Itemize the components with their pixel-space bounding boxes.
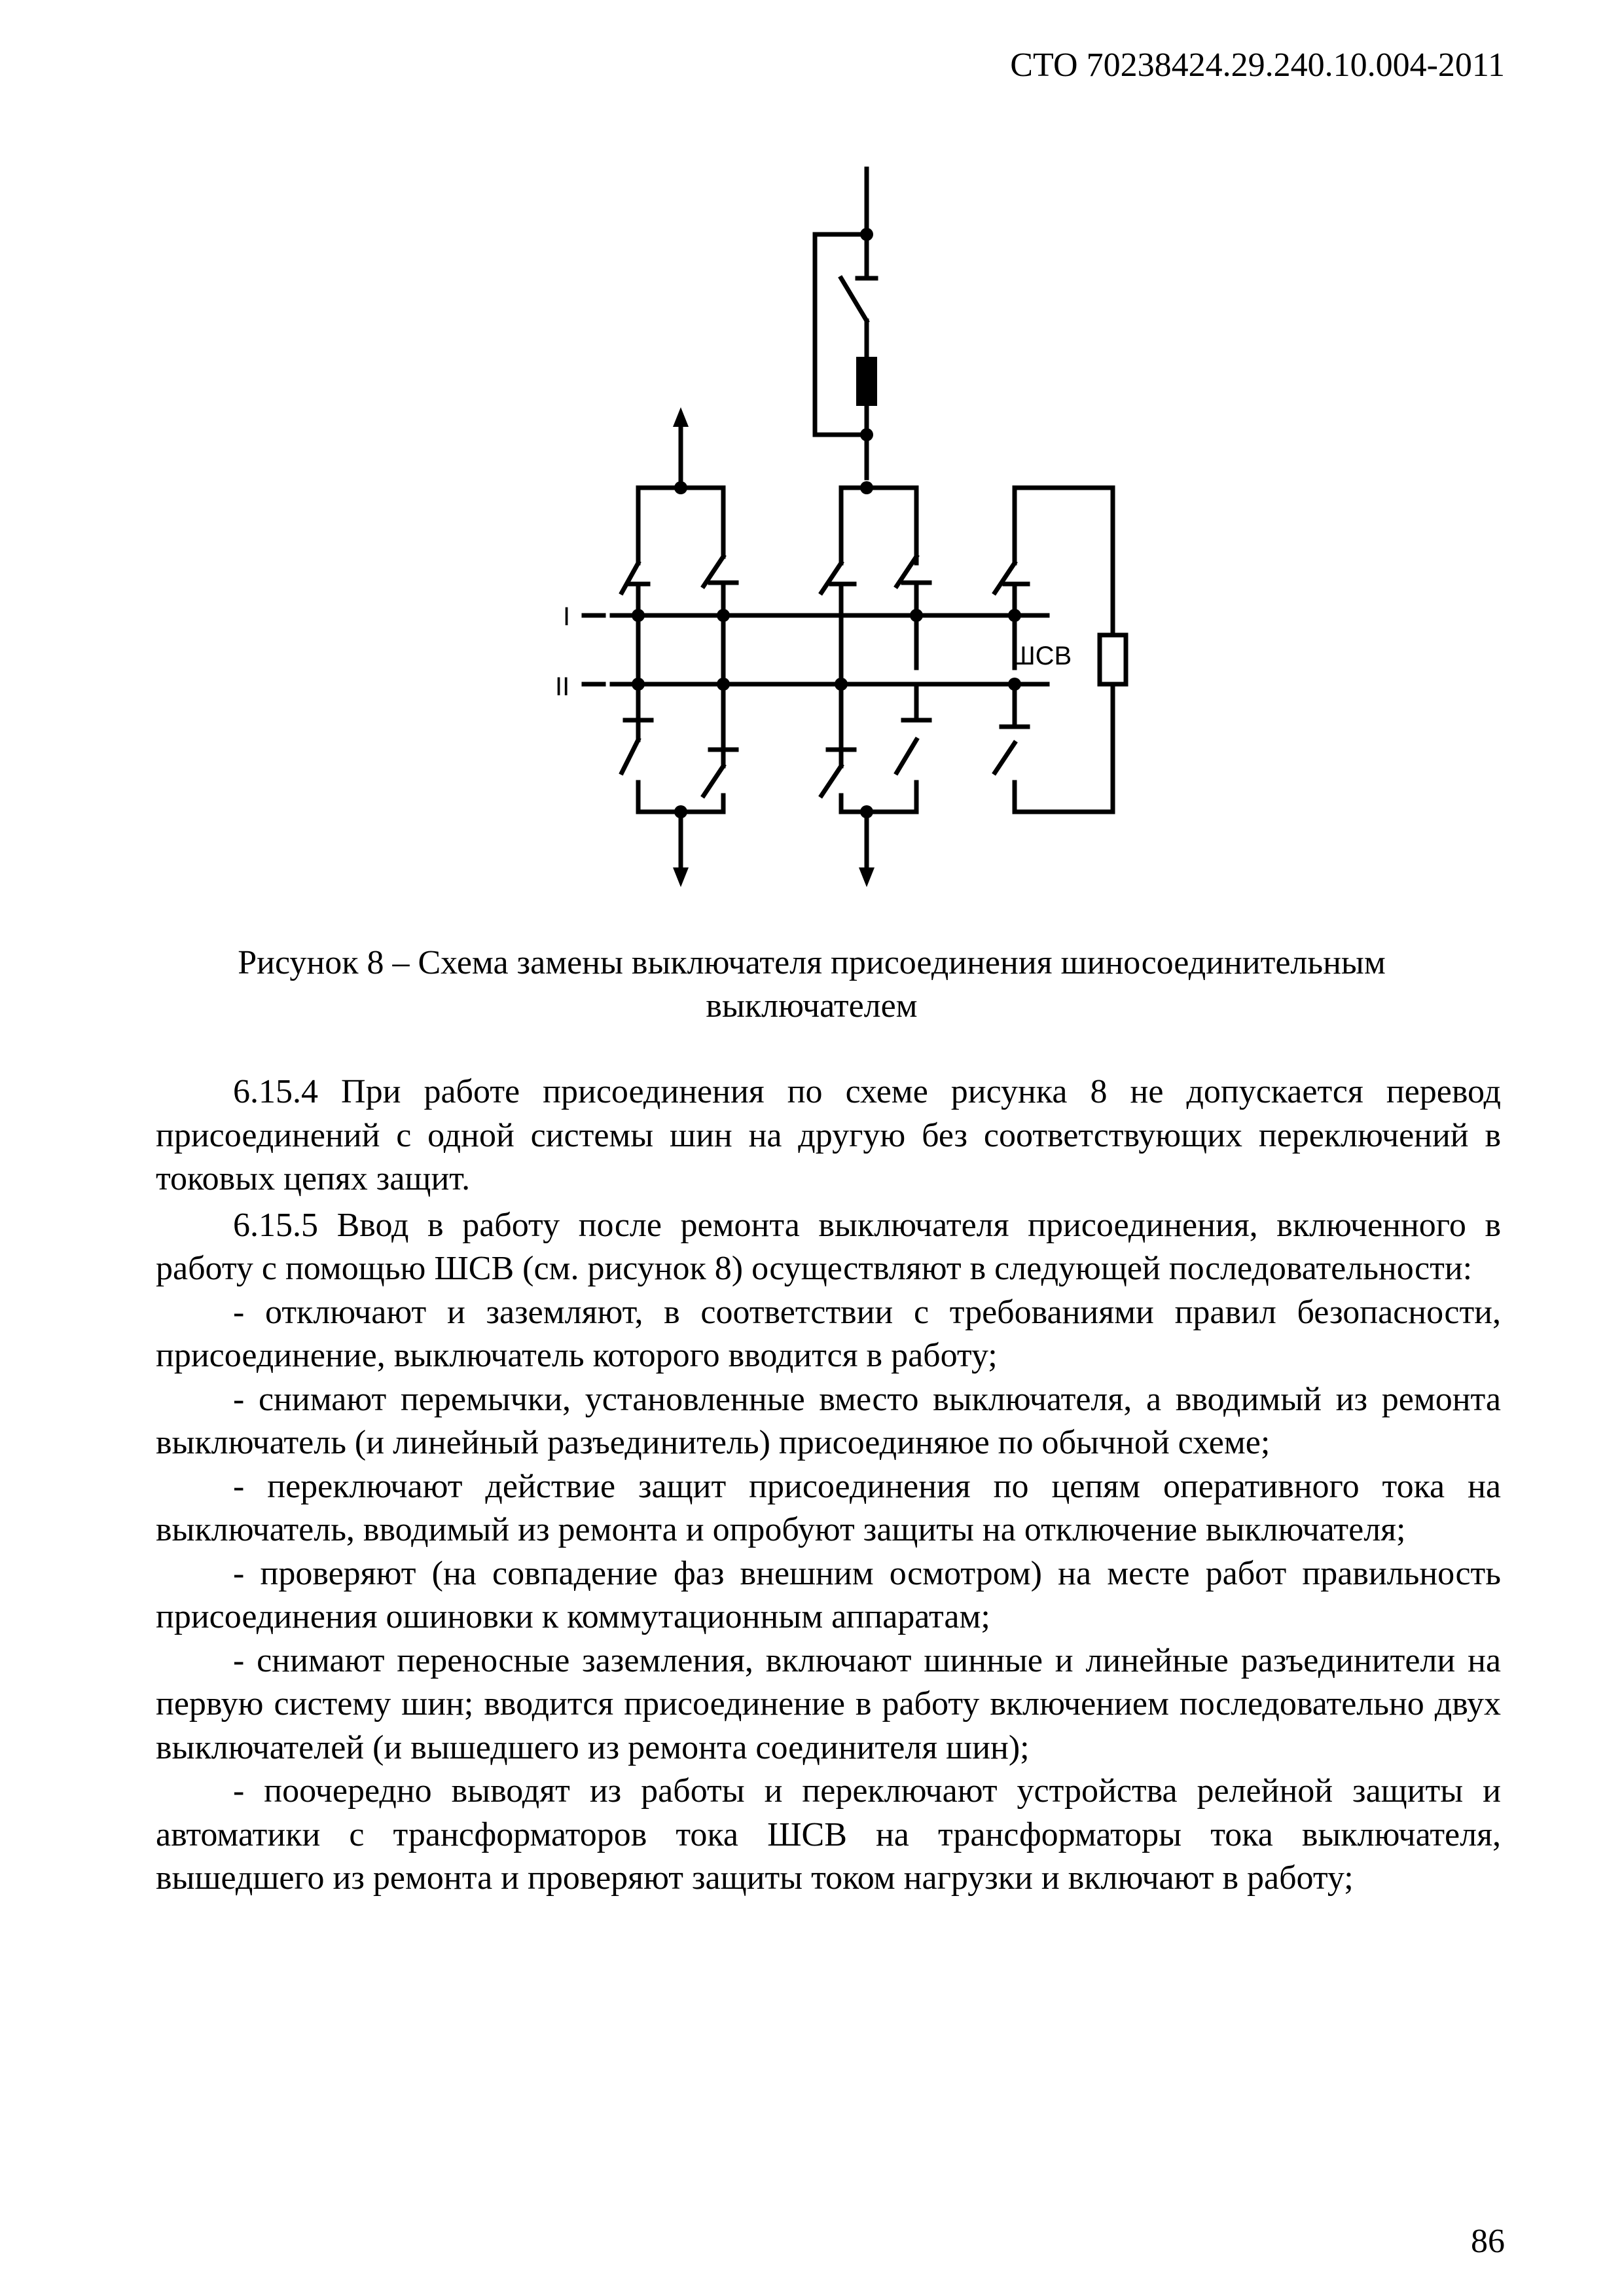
junction-dots: [632, 228, 1021, 818]
list-item: - переключают действие защит присоединения по цепям оперативного тока на выключатель, вводимый из ремонта и опробуют защиты на отключение выключателя;: [156, 1467, 1501, 1548]
bus-ii-label: II: [555, 672, 570, 701]
arrow-down-icon: [859, 867, 875, 887]
bus-coupler-box: [1100, 635, 1126, 684]
caption-line-2: выключателем: [706, 987, 918, 1025]
figure-caption: [157, 941, 1466, 1028]
document-code-header: СТО 70238424.29.240.10.004-2011: [1010, 46, 1505, 84]
paragraph-6-15-4: 6.15.4 При работе присоединения по схеме рисунка 8 не допускается перевод присоединений с одной системы шин на другую без соответствующих переключений в токовых цепях защит.: [156, 1073, 1501, 1197]
paragraph-6-15-5: 6.15.5 Ввод в работу после ремонта выключателя присоединения, включенного в работу с помощью ШСВ (см. рисунок 8) осуществляют в следующей последовательности:: [156, 1206, 1501, 1287]
arrow-down-icon: [673, 867, 689, 887]
breaker-body: [856, 357, 877, 406]
body-text: [156, 1070, 1501, 1901]
arrow-up-icon: [673, 407, 689, 427]
list-item: - проверяют (на совпадение фаз внешним осмотром) на месте работ правильность присоединения ошиновки к коммутационным аппаратам;: [156, 1554, 1501, 1635]
page-number: 86: [1471, 2223, 1505, 2260]
list-item: - снимают перемычки, установленные вместо выключателя, а вводимый из ремонта выключатель (и линейный разъединитель) присоединяюе по обычной схеме;: [156, 1380, 1501, 1461]
bus-coupler-label: ШСВ: [1011, 642, 1072, 670]
circuit-diagram-svg: [511, 157, 1152, 917]
bus-i-label: I: [563, 602, 571, 631]
circuit-diagram: [511, 157, 1152, 917]
list-item: - снимают переносные заземления, включают шинные и линейные разъединители на первую систему шин; вводится присоединение в работу включением последовательно двух выключателей (и вышедшего из ремонта соединителя шин);: [156, 1641, 1501, 1766]
top-switch-blade: [841, 278, 867, 321]
list-item: - поочередно выводят из работы и переключают устройства релейной защиты и автоматики с трансформаторов тока ШСВ на трансформаторы тока выключателя, вышедшего из ремонта и проверяют защиты током нагрузки и включают в работу;: [156, 1772, 1501, 1897]
caption-line-1: Рисунок 8 – Схема замены выключателя присоединения шиносоединительным: [238, 944, 1386, 981]
list-item: - отключают и заземляют, в соответствии с требованиями правил безопасности, присоединение, выключатель которого вводится в работу;: [156, 1293, 1501, 1374]
